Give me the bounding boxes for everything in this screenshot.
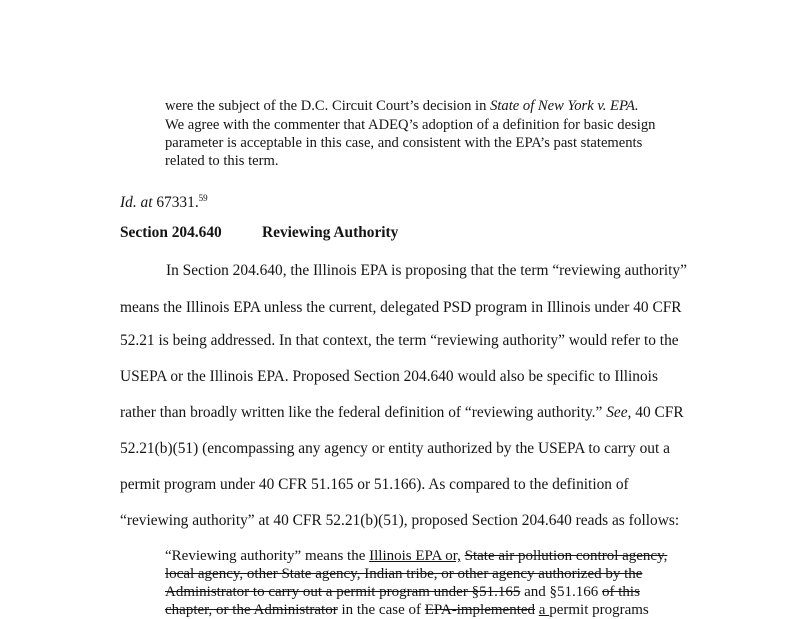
definition-line-3 bbox=[165, 583, 640, 601]
quote-line-4: related to this term. bbox=[165, 153, 279, 169]
paragraph-line-2: means the Illinois EPA unless the current, delegated PSD program in Illinois under 40 CFR bbox=[120, 299, 682, 316]
inserted-text: a bbox=[538, 602, 550, 618]
deleted-text: local agency, other State agency, Indian tribe, or other agency authorized by the bbox=[165, 566, 643, 582]
paragraph-line-1: In Section 204.640, the Illinois EPA is proposing that the term “reviewing authority” bbox=[166, 262, 687, 279]
paragraph-line-8: “reviewing authority” at 40 CFR 52.21(b)(51), proposed Section 204.640 reads as follows: bbox=[120, 512, 680, 529]
inserted-text: Illinois EPA or, bbox=[369, 548, 461, 564]
section-title-wrap bbox=[262, 224, 398, 242]
definition-line-1 bbox=[165, 547, 667, 565]
citation bbox=[120, 189, 208, 212]
paragraph-line-3: 52.21 is being addressed. In that context, the term “reviewing authority” would refer to the bbox=[120, 332, 679, 349]
deleted-text: Administrator to carry out a permit program under §51.165 bbox=[165, 584, 521, 600]
section-title: Reviewing Authority bbox=[262, 224, 399, 241]
paragraph-text-tail: 40 CFR bbox=[631, 404, 684, 421]
deleted-text: EPA-implemented bbox=[424, 602, 536, 618]
citation-page: 67331. bbox=[152, 194, 199, 211]
deleted-text: chapter, or the Administrator bbox=[165, 602, 338, 618]
citation-id: Id. at bbox=[120, 194, 153, 211]
definition-text: and §51.166 bbox=[520, 584, 602, 600]
deleted-text: State air pollution control agency, bbox=[464, 548, 668, 564]
quote-text: were the subject of the D.C. Circuit Court’s decision in bbox=[165, 98, 491, 114]
paragraph-line-5 bbox=[120, 404, 684, 422]
quote-line-1 bbox=[165, 97, 639, 115]
definition-line-4 bbox=[165, 601, 649, 619]
footnote-marker: 59 bbox=[198, 193, 208, 203]
paragraph-line-4: USEPA or the Illinois EPA. Proposed Section 204.640 would also be specific to Illinois bbox=[120, 368, 658, 385]
quote-line-2: We agree with the commenter that ADEQ’s adoption of a definition for basic design bbox=[165, 117, 656, 133]
paragraph-text: rather than broadly written like the federal definition of “reviewing authority.” bbox=[120, 404, 607, 421]
definition-text: “Reviewing authority” means the bbox=[165, 548, 370, 564]
case-name: State of New York v. EPA. bbox=[490, 98, 639, 114]
definition-text: in the case of bbox=[337, 602, 425, 618]
section-number: Section 204.640 bbox=[120, 224, 222, 241]
quote-line-3: parameter is acceptable in this case, and consistent with the EPA’s past statements bbox=[165, 135, 643, 151]
definition-line-2 bbox=[165, 565, 642, 583]
section-heading bbox=[120, 224, 222, 242]
see-signal: See, bbox=[606, 404, 632, 421]
paragraph-line-6: 52.21(b)(51) (encompassing any agency or entity authorized by the USEPA to carry out a bbox=[120, 440, 670, 457]
definition-text: permit programs bbox=[549, 602, 649, 618]
paragraph-line-7: permit program under 40 CFR 51.165 or 51.166). As compared to the definition of bbox=[120, 476, 629, 493]
deleted-text: of this bbox=[602, 584, 640, 600]
